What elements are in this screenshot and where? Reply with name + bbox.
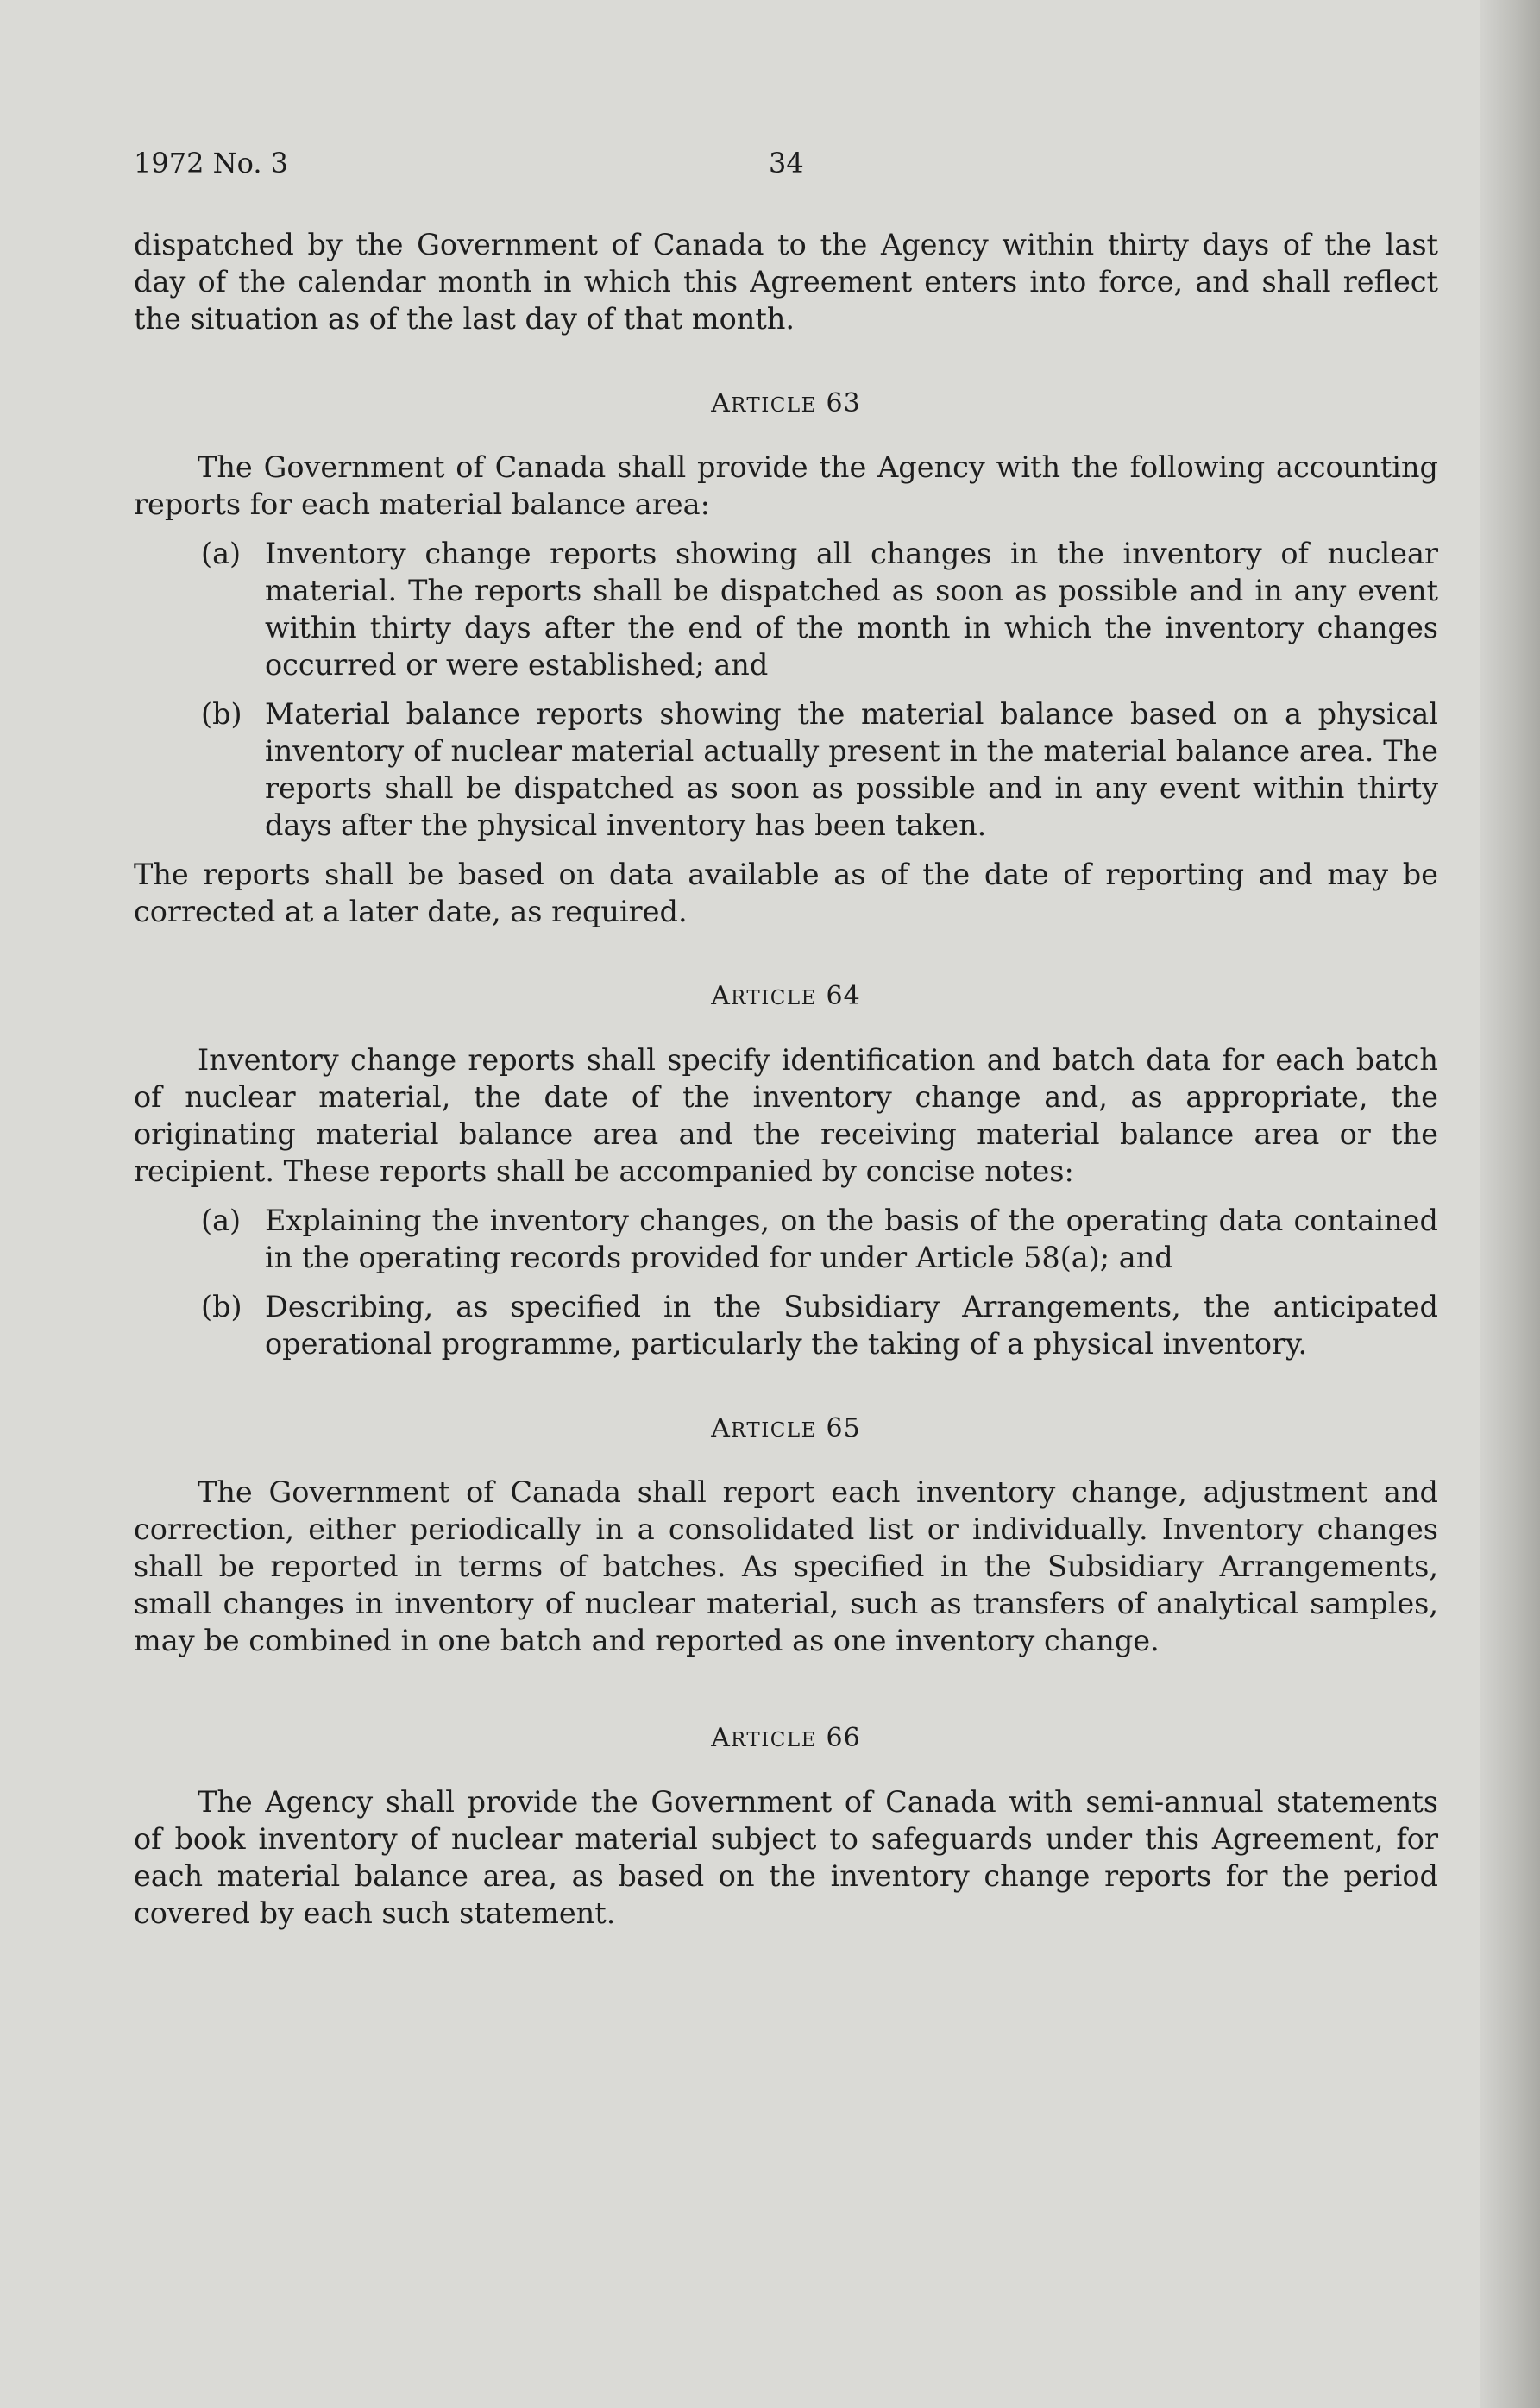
page-number: 34	[769, 147, 804, 179]
article-63-heading: ARTICLE 63	[711, 388, 861, 418]
article-66-text: The Agency shall provide the Government of Canada with semi-annual statements of book inventory of nuclear material subject to safeguards under this Agreement, for each material balance area, as based on the inventory change reports for the period covered by each such statement.	[134, 1785, 1438, 1930]
article-64-item-a: (a) Explaining the inventory changes, on the basis of the operating data contained in the operating records provided for under Article 58(a); and	[201, 1204, 1438, 1274]
article-63-item-b: (b) Material balance reports showing the material balance based on a physical inventory of nuclear material actually present in the material balance area. The reports shall be dispatched as soon as possible and in any event within thirty days after the physical inventory has been taken.	[201, 697, 1438, 842]
article-64-lead: Inventory change reports shall specify identification and batch data for each batch of nuclear material, the date of the inventory change and, as appropriate, the originating material balance area and the receiving material balance area or the recipient. These reports shall be accompanied by concise notes:	[134, 1043, 1438, 1188]
article-64-item-b: (b) Describing, as specified in the Subsidiary Arrangements, the anticipated operational programme, particularly the taking of a physical inventory.	[201, 1290, 1438, 1361]
running-header	[134, 145, 1438, 182]
article-63-lead: The Government of Canada shall provide the Agency with the following accounting reports for each material balance area:	[134, 450, 1438, 521]
article-66-heading: ARTICLE 66	[711, 1723, 861, 1753]
article-65-heading: ARTICLE 65	[711, 1413, 861, 1443]
header-volume: 1972 No. 3	[134, 147, 289, 179]
page-body	[134, 226, 1438, 1932]
article-63-item-a: (a) Inventory change reports showing all changes in the inventory of nuclear material. The reports shall be dispatched as soon as possible and in any event within thirty days after the end of the month in which the inventory changes occurred or were established; and	[201, 537, 1438, 682]
article-65-text: The Government of Canada shall report each inventory change, adjustment and correction, either periodically in a consolidated list or individually. Inventory changes shall be reported in terms of batches. As specified in the Subsidiary Arrangements, small changes in inventory of nuclear material, such as transfers of analytical samples, may be combined in one batch and reported as one inventory change.	[134, 1475, 1438, 1657]
page-edge-shadow	[1480, 0, 1540, 2408]
article-64-heading: ARTICLE 64	[711, 981, 861, 1011]
article-63-closing: The reports shall be based on data available as of the date of reporting and may be corrected at a later date, as required.	[134, 858, 1438, 928]
intro-paragraph: dispatched by the Government of Canada to the Agency within thirty days of the last day of the calendar month in which this Agreement enters into force, and shall reflect the situation as of the last day of that month.	[134, 228, 1438, 336]
